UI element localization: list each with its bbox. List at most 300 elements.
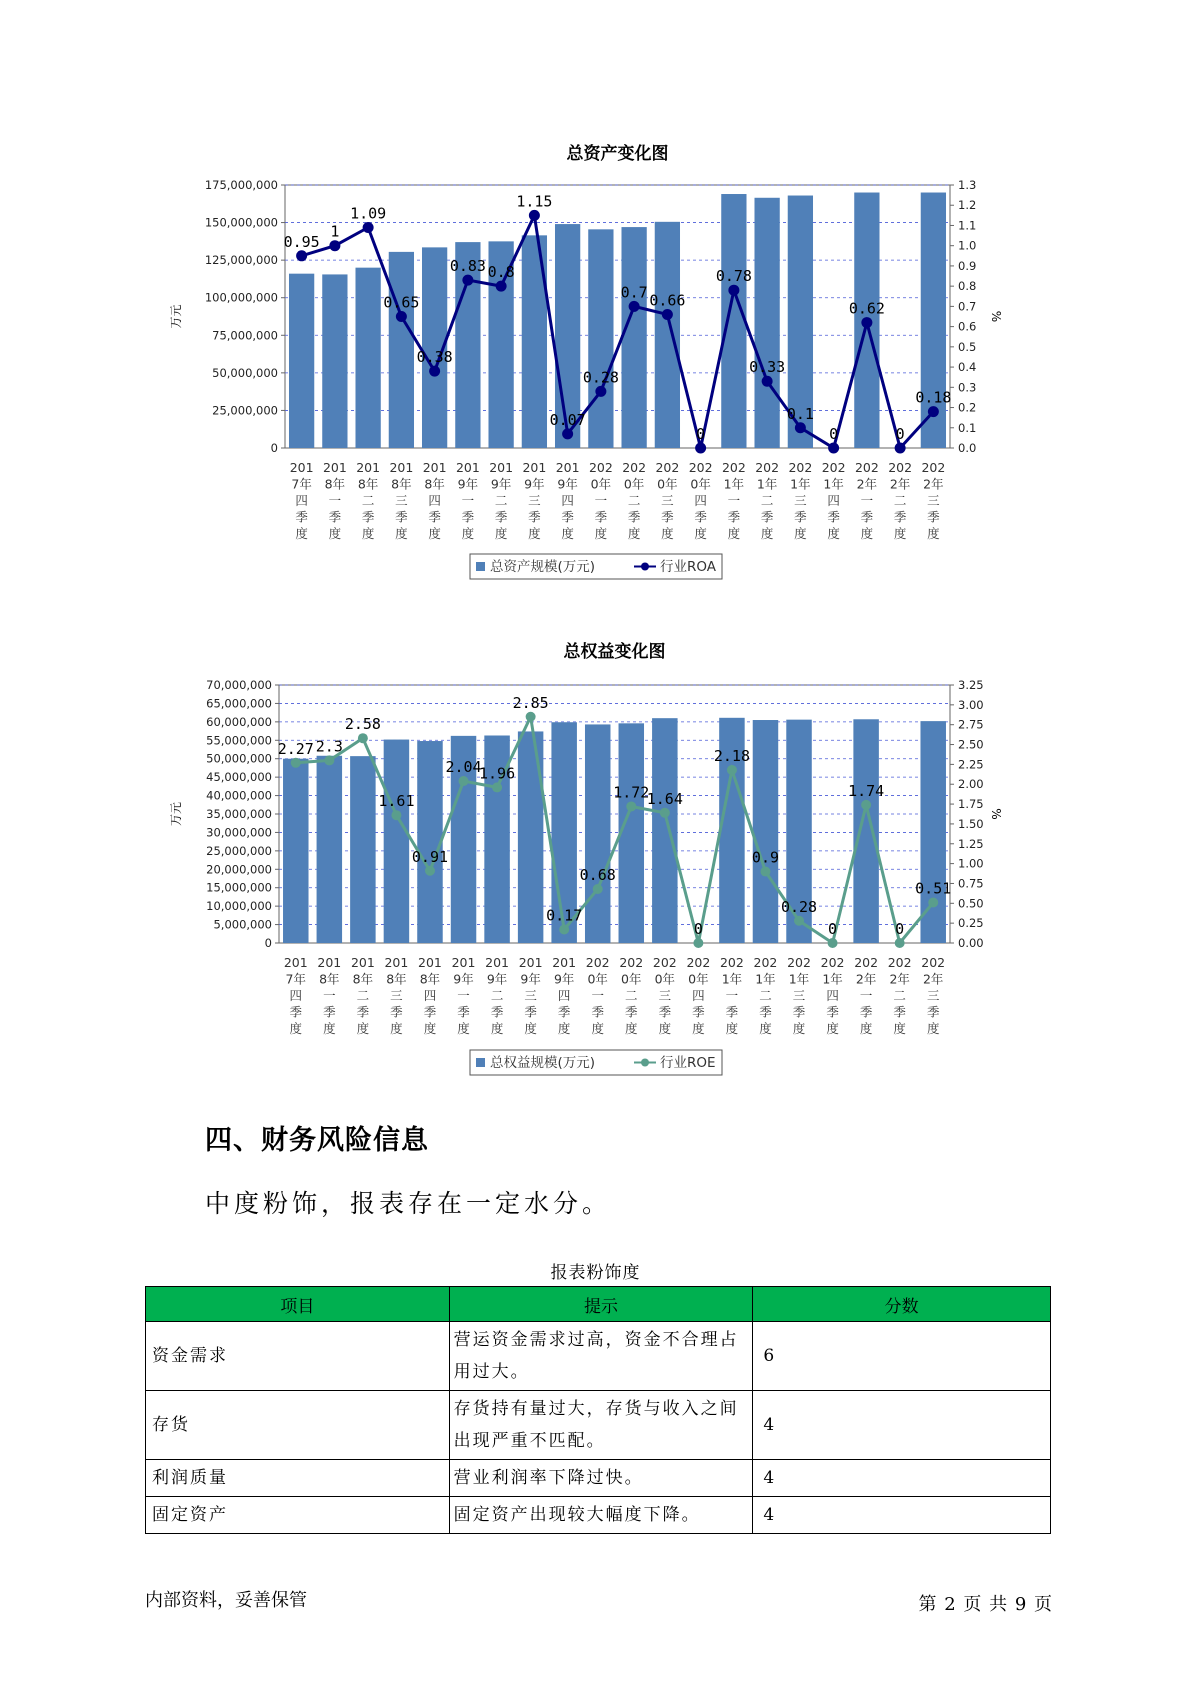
category-label: 度: [356, 1021, 370, 1036]
category-label: 202: [921, 955, 946, 970]
category-label: 度: [328, 526, 342, 541]
category-label: 三: [926, 988, 940, 1003]
category-label: 度: [893, 526, 907, 541]
category-label: 8年: [319, 971, 340, 987]
category-label: 202: [655, 460, 680, 475]
category-label: 二: [361, 493, 375, 508]
y2-tick-label: 2.75: [958, 717, 984, 732]
column-header-score: 分数: [753, 1287, 1051, 1322]
category-label: 度: [457, 1021, 470, 1036]
bar: [389, 252, 414, 448]
category-label: 202: [755, 460, 780, 475]
section-heading: 四、财务风险信息: [205, 1125, 429, 1156]
risk-summary: 中度粉饰，报表存在一定水分。: [205, 1189, 612, 1218]
y-tick-label: 150,000,000: [204, 215, 278, 230]
category-label: 202: [753, 955, 778, 970]
category-label: 201: [555, 460, 580, 475]
category-label: 季: [627, 509, 641, 525]
chart-title: 总权益变化图: [563, 642, 666, 662]
category-label: 一: [594, 493, 608, 508]
y2-tick-label: 1.2: [958, 198, 977, 213]
category-label: 季: [361, 509, 375, 525]
bar: [655, 222, 680, 448]
y2-tick-label: 0.75: [958, 876, 984, 891]
line-point: [529, 210, 540, 221]
table-row: [146, 1497, 1051, 1534]
line-point: [329, 240, 340, 251]
category-label: 度: [591, 1021, 604, 1036]
y2-tick-label: 0.0: [958, 441, 977, 455]
data-label: 1.64: [646, 789, 683, 808]
category-label: 202: [821, 460, 846, 475]
data-label: 0.28: [582, 368, 619, 387]
category-label: 季: [591, 1004, 604, 1020]
y-tick-label: 75,000,000: [212, 328, 278, 343]
bar: [283, 759, 308, 943]
line-point: [492, 782, 502, 792]
legend-line-label: 行业ROE: [660, 1055, 716, 1071]
category-label: 四: [694, 493, 707, 508]
category-label: 三: [661, 493, 674, 508]
category-label: 202: [921, 460, 946, 475]
y2-tick-label: 0.9: [958, 258, 977, 273]
data-label: 1.96: [479, 764, 516, 783]
line-point: [727, 765, 737, 775]
category-label: 8年: [352, 971, 374, 987]
category-label: 2年: [855, 971, 877, 987]
data-label: 2.85: [512, 693, 549, 712]
y-tick-label: 40,000,000: [206, 788, 272, 803]
line-point: [429, 366, 440, 377]
footer-note: 内部资料，妥善保管: [145, 1590, 307, 1611]
category-label: 三: [658, 988, 672, 1003]
y2-axis-label: %: [989, 808, 1003, 820]
category-label: 度: [827, 526, 840, 541]
category-label: 季: [794, 509, 807, 525]
category-label: 四: [557, 988, 571, 1003]
category-label: 度: [625, 1021, 638, 1036]
category-label: 1年: [721, 971, 743, 987]
total-assets-chart: [169, 128, 1003, 598]
category-label: 201: [356, 460, 381, 475]
category-label: 201: [451, 955, 476, 970]
y2-tick-label: 1.3: [958, 178, 977, 192]
line-point: [496, 281, 507, 292]
row-score: 4: [753, 1391, 1051, 1460]
category-label: 202: [652, 955, 677, 970]
bar: [754, 198, 779, 448]
row-item: 存货: [146, 1391, 450, 1460]
category-label: 201: [418, 955, 442, 970]
category-label: 9年: [524, 476, 545, 492]
category-label: 一: [725, 988, 739, 1003]
category-label: 一: [727, 493, 741, 508]
risk-table: [145, 1286, 1051, 1534]
y2-tick-label: 2.50: [958, 737, 984, 752]
category-label: 201: [522, 460, 547, 475]
y2-tick-label: 0.50: [958, 896, 984, 911]
category-label: 季: [494, 509, 508, 525]
category-label: 2年: [889, 971, 910, 987]
category-label: 201: [489, 460, 514, 475]
category-label: 一: [323, 988, 336, 1003]
line-point: [626, 801, 636, 811]
bar: [585, 724, 610, 943]
bar: [588, 229, 613, 448]
y-tick-label: 25,000,000: [212, 403, 278, 418]
category-label: 三: [528, 493, 541, 508]
category-label: 8年: [419, 971, 441, 987]
category-label: 二: [759, 988, 772, 1003]
category-label: 季: [323, 1004, 336, 1020]
row-item: 固定资产: [146, 1497, 450, 1534]
category-label: 季: [528, 509, 541, 525]
line-point: [363, 222, 374, 233]
category-label: 四: [295, 493, 308, 508]
category-label: 度: [490, 1021, 504, 1036]
data-label: 0: [895, 425, 905, 443]
category-label: 2年: [922, 971, 944, 987]
line-point: [928, 898, 938, 908]
category-label: 季: [490, 1004, 504, 1020]
data-label: 0.65: [383, 293, 420, 312]
category-label: 三: [395, 493, 408, 508]
data-label: 2.3: [315, 737, 343, 756]
category-label: 8年: [357, 476, 379, 492]
line-point: [895, 443, 906, 454]
category-label: 一: [859, 988, 873, 1003]
y2-tick-label: 3.00: [958, 697, 984, 712]
category-label: 三: [927, 493, 940, 508]
category-label: 季: [893, 509, 907, 525]
bar: [355, 268, 380, 448]
category-label: 0年: [657, 476, 678, 492]
category-label: 季: [661, 509, 674, 525]
category-label: 度: [727, 526, 741, 541]
y2-tick-label: 1.75: [958, 797, 984, 812]
data-label: 0: [895, 920, 905, 938]
category-label: 季: [328, 509, 342, 525]
bar: [289, 274, 314, 448]
row-score: 4: [753, 1497, 1051, 1534]
y-tick-label: 70,000,000: [206, 678, 272, 692]
category-label: 季: [692, 1004, 705, 1020]
legend-bar-label: 总资产规模(万元): [490, 559, 596, 575]
data-label: 1.74: [848, 781, 885, 800]
y2-axis-label: %: [989, 310, 1003, 323]
y-tick-label: 20,000,000: [206, 862, 272, 877]
chart-title: 总资产变化图: [566, 144, 669, 164]
category-label: 季: [423, 1004, 437, 1020]
category-label: 201: [283, 955, 308, 970]
data-label: 0.62: [848, 299, 885, 318]
category-label: 一: [591, 988, 604, 1003]
legend-line-point: [641, 1059, 649, 1067]
category-label: 202: [854, 955, 879, 970]
category-label: 0年: [688, 971, 709, 987]
line-point: [629, 301, 640, 312]
line-point: [324, 755, 334, 765]
category-label: 9年: [553, 971, 575, 987]
data-label: 1.61: [378, 792, 415, 811]
line-point: [593, 884, 603, 894]
y2-tick-label: 0.6: [958, 319, 977, 334]
category-label: 度: [893, 1021, 906, 1036]
category-label: 二: [490, 988, 504, 1003]
bar: [322, 274, 347, 448]
line-point: [559, 925, 569, 935]
category-label: 201: [384, 955, 409, 970]
bar: [619, 723, 644, 943]
y-tick-label: 60,000,000: [206, 714, 272, 729]
category-label: 度: [627, 526, 641, 541]
line-point: [828, 938, 838, 948]
row-item: 利润质量: [146, 1460, 450, 1497]
category-label: 一: [860, 493, 874, 508]
page-number: 第 2 页 共 9 页: [918, 1594, 1053, 1615]
category-label: 9年: [520, 971, 541, 987]
line-point: [693, 938, 703, 948]
line-point: [562, 428, 573, 439]
table-row: [146, 1391, 1051, 1460]
data-label: 0.8: [487, 263, 515, 282]
category-label: 1年: [723, 476, 745, 492]
data-label: 0.28: [780, 897, 818, 916]
category-label: 201: [350, 955, 375, 970]
table-caption: 报表粉饰度: [550, 1263, 641, 1283]
data-label: 0.91: [411, 847, 449, 866]
y-tick-label: 100,000,000: [204, 290, 278, 305]
y2-tick-label: 0.25: [958, 916, 984, 931]
line-point: [396, 311, 407, 322]
row-tip: 固定资产出现较大幅度下降。: [449, 1497, 753, 1534]
category-label: 二: [627, 493, 641, 508]
category-label: 202: [588, 460, 613, 475]
data-label: 1.72: [613, 783, 650, 802]
category-label: 四: [428, 493, 441, 508]
category-label: 二: [494, 493, 508, 508]
category-label: 季: [694, 509, 707, 525]
category-label: 二: [760, 493, 774, 508]
category-label: 度: [692, 1021, 705, 1036]
line-point: [828, 443, 839, 454]
y-tick-label: 5,000,000: [213, 917, 272, 932]
category-label: 季: [457, 1004, 470, 1020]
category-label: 201: [455, 460, 480, 475]
category-label: 季: [926, 1004, 940, 1020]
category-label: 三: [792, 988, 806, 1003]
category-label: 季: [625, 1004, 638, 1020]
category-label: 度: [926, 1021, 940, 1036]
line-point: [358, 733, 368, 743]
category-label: 8年: [386, 971, 407, 987]
bar: [753, 720, 778, 943]
data-label: 0.78: [715, 267, 752, 286]
data-label: 0.51: [915, 879, 952, 898]
category-label: 度: [423, 1021, 437, 1036]
category-label: 202: [619, 955, 644, 970]
category-label: 0年: [590, 476, 612, 492]
column-header-tip: 提示: [449, 1287, 753, 1322]
legend-line-point: [641, 563, 649, 571]
category-label: 度: [323, 1021, 336, 1036]
legend-line-label: 行业ROA: [660, 559, 717, 575]
y-axis-label: 万元: [169, 801, 183, 827]
y-tick-label: 0: [270, 441, 278, 455]
table-row: [146, 1460, 1051, 1497]
y2-tick-label: 0.2: [958, 400, 977, 415]
y-tick-label: 55,000,000: [206, 733, 272, 748]
data-label: 0: [829, 425, 839, 443]
line-point: [595, 386, 606, 397]
category-label: 度: [395, 526, 408, 541]
category-label: 二: [625, 988, 638, 1003]
line-point: [695, 443, 706, 454]
row-score: 4: [753, 1460, 1051, 1497]
line-point: [728, 285, 739, 296]
row-tip: 存货持有量过大，存货与收入之间出现严重不匹配。: [449, 1391, 753, 1460]
data-label: 2.18: [713, 746, 750, 765]
category-label: 季: [594, 509, 608, 525]
category-label: 度: [390, 1021, 403, 1036]
category-label: 9年: [490, 476, 512, 492]
category-label: 季: [295, 509, 308, 525]
category-label: 9年: [486, 971, 508, 987]
category-label: 季: [557, 1004, 571, 1020]
bar: [350, 756, 375, 943]
data-label: 0.9: [751, 848, 780, 867]
category-label: 三: [794, 493, 807, 508]
category-label: 1年: [790, 476, 811, 492]
category-label: 度: [759, 1021, 772, 1036]
category-label: 一: [461, 493, 475, 508]
line-point: [391, 810, 401, 820]
category-label: 201: [518, 955, 543, 970]
category-label: 8年: [424, 476, 445, 492]
category-label: 度: [295, 526, 308, 541]
table-header-row: [146, 1287, 1051, 1322]
category-label: 季: [927, 509, 940, 525]
line-point: [794, 916, 804, 926]
category-label: 二: [893, 493, 907, 508]
category-label: 季: [356, 1004, 370, 1020]
category-label: 度: [561, 526, 574, 541]
category-label: 度: [289, 1021, 303, 1036]
category-label: 202: [888, 460, 913, 475]
category-label: 2年: [856, 476, 878, 492]
category-label: 季: [760, 509, 774, 525]
line-point: [296, 250, 307, 261]
category-label: 季: [860, 509, 874, 525]
y2-tick-label: 2.25: [958, 757, 984, 772]
category-label: 202: [719, 955, 744, 970]
category-label: 季: [395, 509, 408, 525]
category-label: 9年: [453, 971, 474, 987]
category-label: 度: [927, 526, 940, 541]
category-label: 二: [893, 988, 906, 1003]
bar: [417, 741, 442, 943]
category-label: 7年: [291, 476, 312, 492]
category-label: 202: [820, 955, 845, 970]
category-label: 度: [826, 1021, 839, 1036]
category-label: 8年: [391, 476, 412, 492]
line-point: [861, 800, 871, 810]
table-row: [146, 1322, 1051, 1391]
category-label: 四: [289, 988, 303, 1003]
category-label: 度: [859, 1021, 873, 1036]
category-label: 0年: [690, 476, 711, 492]
category-label: 季: [893, 1004, 906, 1020]
total-equity-chart-svg: [169, 634, 1003, 1104]
data-label: 2.58: [344, 715, 381, 734]
bar: [920, 721, 945, 943]
y2-tick-label: 1.25: [958, 836, 984, 851]
y-tick-label: 50,000,000: [212, 365, 278, 380]
bar: [721, 194, 746, 448]
y-tick-label: 25,000,000: [206, 843, 272, 858]
category-label: 1年: [788, 971, 810, 987]
category-label: 季: [859, 1004, 873, 1020]
y-tick-label: 125,000,000: [204, 253, 278, 268]
category-label: 202: [788, 460, 813, 475]
y-tick-label: 30,000,000: [206, 825, 272, 840]
row-tip: 营运资金需求过高，资金不合理占用过大。: [449, 1322, 753, 1391]
y2-tick-label: 0.4: [958, 360, 977, 375]
category-label: 2年: [889, 476, 911, 492]
data-label: 0.7: [620, 283, 648, 302]
category-label: 201: [422, 460, 447, 475]
category-label: 9年: [457, 476, 479, 492]
category-label: 度: [528, 526, 541, 541]
data-label: 0.18: [915, 388, 952, 407]
y2-tick-label: 1.00: [958, 856, 984, 871]
category-label: 季: [428, 509, 441, 525]
category-label: 度: [792, 1021, 806, 1036]
data-label: 0: [828, 920, 838, 938]
row-score: 6: [753, 1322, 1051, 1391]
category-label: 度: [760, 526, 774, 541]
category-label: 四: [423, 988, 437, 1003]
category-label: 201: [322, 460, 347, 475]
y-tick-label: 175,000,000: [204, 178, 278, 192]
legend-bar-swatch: [476, 1058, 485, 1067]
category-label: 0年: [623, 476, 645, 492]
row-tip: 营业利润率下降过快。: [449, 1460, 753, 1497]
data-label: 0.07: [549, 410, 586, 429]
category-label: 度: [557, 1021, 571, 1036]
bar: [384, 740, 409, 943]
category-label: 1年: [823, 476, 844, 492]
data-label: 1: [330, 222, 340, 241]
category-label: 季: [727, 509, 741, 525]
category-label: 季: [792, 1004, 806, 1020]
category-label: 季: [289, 1004, 303, 1020]
data-label: 1.15: [516, 192, 553, 211]
category-label: 季: [826, 1004, 839, 1020]
y2-tick-label: 0.5: [958, 339, 977, 354]
y-tick-label: 10,000,000: [206, 899, 272, 914]
line-point: [895, 938, 905, 948]
category-label: 度: [725, 1021, 739, 1036]
y-tick-label: 50,000,000: [206, 751, 272, 766]
category-label: 季: [827, 509, 840, 525]
category-label: 三: [524, 988, 537, 1003]
category-label: 2年: [923, 476, 944, 492]
data-label: 0: [696, 425, 706, 443]
legend-bar-swatch: [476, 562, 485, 571]
category-label: 202: [688, 460, 713, 475]
y2-tick-label: 0.1: [958, 420, 977, 435]
